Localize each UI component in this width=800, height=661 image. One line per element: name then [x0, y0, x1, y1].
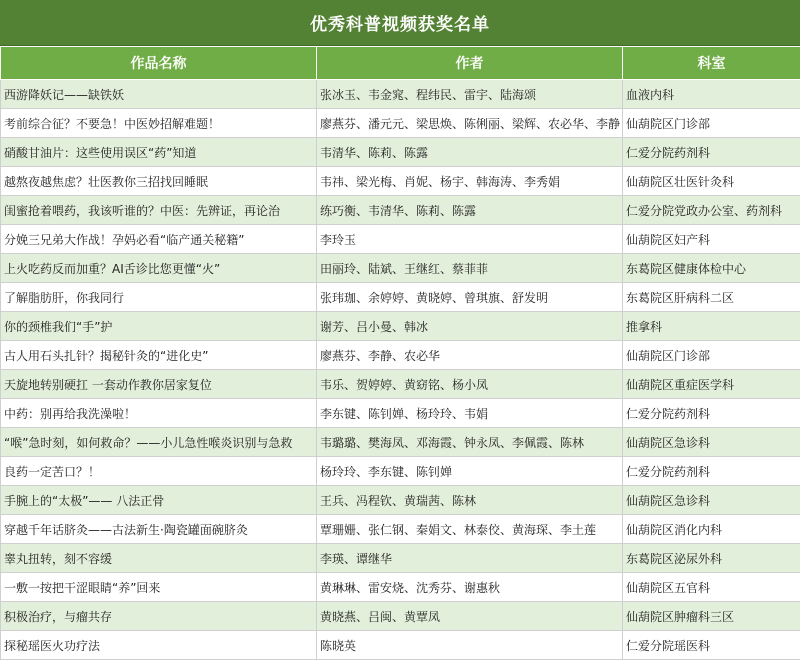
- cell-work-name: 中药：别再给我洗澡啦！: [1, 399, 317, 428]
- cell-work-name: 硝酸甘油片：这些使用误区“药”知道: [1, 138, 317, 167]
- sheet-title: 优秀科普视频获奖名单: [0, 0, 800, 46]
- cell-department: 仙葫院区妇产科: [623, 225, 800, 254]
- cell-work-name: 穿越千年话脐灸——古法新生·陶瓷罐面碗脐灸: [1, 515, 317, 544]
- cell-work-name: “喉”急时刻，如何救命？——小儿急性喉炎识别与急救: [1, 428, 317, 457]
- cell-authors: 韦祎、梁光梅、肖妮、杨宇、韩海涛、李秀娟: [317, 167, 623, 196]
- cell-department: 仙葫院区五官科: [623, 573, 800, 602]
- table-row: [1, 341, 800, 370]
- cell-authors: 覃珊姗、张仁钢、秦娟文、林泰佼、黄海琛、李土莲: [317, 515, 623, 544]
- cell-department: 仁爱分院党政办公室、药剂科: [623, 196, 800, 225]
- cell-department: 仙葫院区壮医针灸科: [623, 167, 800, 196]
- cell-authors: 田丽玲、陆斌、王继红、蔡菲菲: [317, 254, 623, 283]
- cell-work-name: 积极治疗，与瘤共存: [1, 602, 317, 631]
- cell-authors: 张玮珈、余婷婷、黄晓婷、曾琪旗、舒发明: [317, 283, 623, 312]
- cell-authors: 李玲玉: [317, 225, 623, 254]
- cell-authors: 李瑛、谭继华: [317, 544, 623, 573]
- table-row: [1, 602, 800, 631]
- cell-work-name: 良药一定苦口？！: [1, 457, 317, 486]
- cell-work-name: 越熬夜越焦虑？壮医教你三招找回睡眠: [1, 167, 317, 196]
- cell-work-name: 上火吃药反而加重？AI舌诊比您更懂“火”: [1, 254, 317, 283]
- cell-authors: 王兵、冯程钦、黄瑞茜、陈林: [317, 486, 623, 515]
- cell-work-name: 考前综合征？不要急！中医妙招解难题！: [1, 109, 317, 138]
- cell-authors: 杨玲玲、李东键、陈钊婵: [317, 457, 623, 486]
- cell-work-name: 闺蜜抢着喂药，我该听谁的？中医：先辨证，再论治: [1, 196, 317, 225]
- table-row: [1, 399, 800, 428]
- cell-authors: 廖燕芬、李静、农必华: [317, 341, 623, 370]
- table-row: [1, 283, 800, 312]
- cell-department: 东葛院区健康体检中心: [623, 254, 800, 283]
- award-table: [0, 46, 800, 660]
- cell-department: 仙葫院区消化内科: [623, 515, 800, 544]
- table-row: [1, 544, 800, 573]
- cell-authors: 韦清华、陈莉、陈露: [317, 138, 623, 167]
- table-row: [1, 457, 800, 486]
- table-row: [1, 573, 800, 602]
- table-row: [1, 631, 800, 660]
- cell-authors: 韦璐璐、樊海凤、邓海霞、钟永凤、李佩霞、陈林: [317, 428, 623, 457]
- cell-authors: 黄晓燕、吕闽、黄覃凤: [317, 602, 623, 631]
- cell-authors: 张冰玉、韦金窕、程纬民、雷宇、陆海颂: [317, 80, 623, 109]
- cell-department: 东葛院区肝病科二区: [623, 283, 800, 312]
- cell-department: 仙葫院区肿瘤科三区: [623, 602, 800, 631]
- cell-authors: 陈晓英: [317, 631, 623, 660]
- header-row: [1, 47, 800, 80]
- cell-work-name: 西游降妖记——缺铁妖: [1, 80, 317, 109]
- cell-department: 推拿科: [623, 312, 800, 341]
- header-work-name: 作品名称: [1, 47, 317, 80]
- cell-department: 东葛院区泌尿外科: [623, 544, 800, 573]
- table-body: [1, 80, 800, 660]
- cell-work-name: 探秘瑶医火功疗法: [1, 631, 317, 660]
- cell-work-name: 手腕上的“太极”—— 八法正骨: [1, 486, 317, 515]
- table-row: [1, 312, 800, 341]
- cell-authors: 李东键、陈钊婵、杨玲玲、韦娟: [317, 399, 623, 428]
- table-row: [1, 225, 800, 254]
- table-row: [1, 196, 800, 225]
- cell-work-name: 睾丸扭转，刻不容缓: [1, 544, 317, 573]
- table-row: [1, 109, 800, 138]
- cell-department: 仁爱分院瑶医科: [623, 631, 800, 660]
- table-row: [1, 138, 800, 167]
- cell-work-name: 古人用石头扎针？揭秘针灸的“进化史”: [1, 341, 317, 370]
- cell-work-name: 分娩三兄弟大作战！孕妈必看“临产通关秘籍”: [1, 225, 317, 254]
- cell-authors: 练巧衡、韦清华、陈莉、陈露: [317, 196, 623, 225]
- cell-department: 仁爱分院药剂科: [623, 399, 800, 428]
- table-row: [1, 167, 800, 196]
- cell-authors: 韦乐、贺婷婷、黄窈铭、杨小凤: [317, 370, 623, 399]
- cell-work-name: 你的颈椎我们“手”护: [1, 312, 317, 341]
- header-department: 科室: [623, 47, 800, 80]
- table-row: [1, 370, 800, 399]
- cell-work-name: 了解脂肪肝，你我同行: [1, 283, 317, 312]
- table-row: [1, 428, 800, 457]
- cell-department: 仙葫院区重症医学科: [623, 370, 800, 399]
- cell-department: 仙葫院区急诊科: [623, 486, 800, 515]
- table-row: [1, 80, 800, 109]
- cell-work-name: 天旋地转别硬扛 一套动作教你居家复位: [1, 370, 317, 399]
- table-row: [1, 515, 800, 544]
- cell-department: 血液内科: [623, 80, 800, 109]
- cell-department: 仁爱分院药剂科: [623, 457, 800, 486]
- table-row: [1, 486, 800, 515]
- cell-department: 仙葫院区急诊科: [623, 428, 800, 457]
- cell-authors: 廖燕芬、潘元元、梁思焕、陈俐丽、梁辉、农必华、李静: [317, 109, 623, 138]
- header-authors: 作者: [317, 47, 623, 80]
- table-header: [1, 47, 800, 80]
- cell-work-name: 一敷一按把干涩眼睛“养”回来: [1, 573, 317, 602]
- cell-authors: 谢芳、吕小曼、韩冰: [317, 312, 623, 341]
- cell-department: 仁爱分院药剂科: [623, 138, 800, 167]
- cell-authors: 黄琳琳、雷安烧、沈秀芬、谢惠秋: [317, 573, 623, 602]
- cell-department: 仙葫院区门诊部: [623, 109, 800, 138]
- cell-department: 仙葫院区门诊部: [623, 341, 800, 370]
- table-row: [1, 254, 800, 283]
